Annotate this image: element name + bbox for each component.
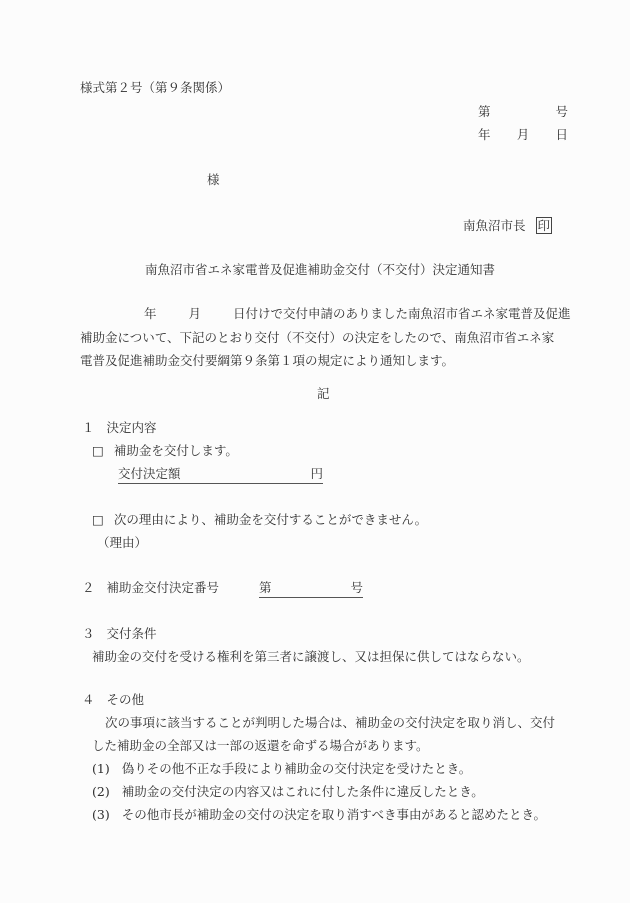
doc-number-prefix: 第 <box>478 104 491 119</box>
section-2-number: ２ <box>82 580 95 595</box>
body-line-1-rest: 日付けで交付申請のありました南魚沼市省エネ家電普及促進 <box>233 306 571 321</box>
grant-amount-unit: 円 <box>310 466 323 481</box>
body-line-1 <box>80 302 572 326</box>
body-paragraph <box>80 302 572 373</box>
date-month: 月 <box>516 127 530 142</box>
section-2-title: 補助金交付決定番号 <box>106 580 220 595</box>
option-no-grant <box>92 512 427 528</box>
section-1-heading <box>82 420 157 436</box>
list-item-text: 補助金の交付決定の内容又はこれに付した条件に違反したとき。 <box>121 784 484 799</box>
list-item-marker: (1) <box>92 761 110 776</box>
list-item <box>92 807 546 823</box>
section-4-number: ４ <box>82 692 95 707</box>
list-item <box>92 761 471 777</box>
list-item <box>92 784 484 800</box>
body-date-year: 年 <box>144 306 157 321</box>
section-2-heading <box>82 580 219 596</box>
date-day: 日 <box>555 127 568 142</box>
document-date <box>478 127 568 143</box>
section-3-text: 補助金の交付を受ける権利を第三者に譲渡し、又は担保に供してはならない。 <box>92 649 530 664</box>
document-title: 南魚沼市省エネ家電普及促進補助金交付（不交付）決定通知書 <box>145 262 496 277</box>
body-line-2: 補助金について、下記のとおり交付（不交付）の決定をしたので、南魚沼市省エネ家 <box>80 329 555 345</box>
section-3-heading <box>82 626 157 642</box>
option-grant <box>92 443 238 459</box>
doc-number-suffix: 号 <box>555 104 568 119</box>
decision-number-prefix: 第 <box>259 580 272 595</box>
issuer-block <box>463 217 552 234</box>
section-3-title: 交付条件 <box>106 626 157 641</box>
list-item-marker: (2) <box>92 784 110 799</box>
form-label: 様式第２号（第９条関係） <box>80 80 231 95</box>
section-1-number: １ <box>82 420 95 435</box>
section-4-title: その他 <box>106 692 145 707</box>
section-4-text-line-2: した補助金の全部又は一部の返還を命ずる場合があります。 <box>92 738 429 753</box>
section-1-title: 決定内容 <box>106 420 157 435</box>
document-number <box>478 104 568 120</box>
seal-mark: 印 <box>537 218 551 233</box>
list-item-marker: (3) <box>92 807 110 822</box>
no-grant-checkbox[interactable]: □ <box>92 512 104 527</box>
date-year: 年 <box>478 127 491 142</box>
section-4-text-line-1: 次の事項に該当することが判明した場合は、補助金の交付決定を取り消し、交付 <box>105 715 556 730</box>
ki-heading: 記 <box>317 386 330 401</box>
list-item-text: その他市長が補助金の交付の決定を取り消すべき事由があると認めたとき。 <box>121 807 546 822</box>
section-3-number: ３ <box>82 626 95 641</box>
section-4-heading <box>82 692 144 708</box>
list-item-text: 偽りその他不正な手段により補助金の交付決定を受けたとき。 <box>121 761 472 776</box>
decision-number-field[interactable] <box>259 580 363 598</box>
decision-number-suffix: 号 <box>350 580 363 595</box>
grant-amount-field[interactable] <box>118 466 323 484</box>
body-date-month: 月 <box>188 306 202 321</box>
grant-checkbox[interactable]: □ <box>92 443 104 458</box>
recipient-suffix: 様 <box>207 172 220 187</box>
grant-amount-label: 交付決定額 <box>118 466 181 481</box>
body-line-3: 電普及促進補助金交付要綱第９条第１項の規定により通知します。 <box>80 353 455 368</box>
grant-label: 補助金を交付します。 <box>113 443 238 458</box>
issuer-name: 南魚沼市長 <box>463 218 526 233</box>
reason-label: （理由） <box>97 535 148 550</box>
no-grant-label: 次の理由により、補助金を交付することができません。 <box>113 512 428 527</box>
